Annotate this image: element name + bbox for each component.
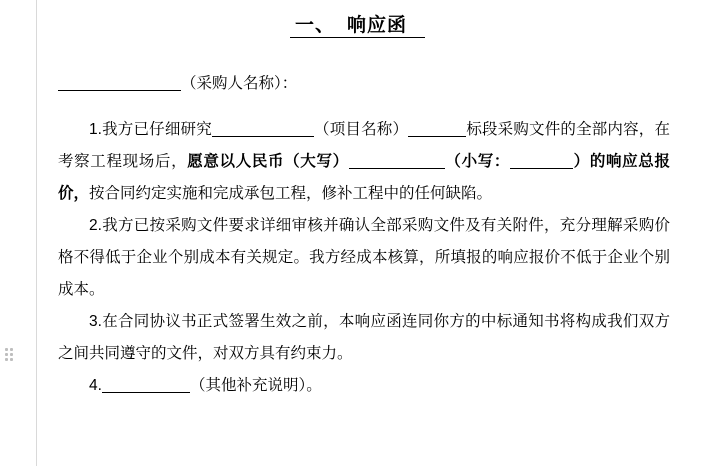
- addressee-label: （采购人名称）：: [181, 75, 298, 92]
- addressee-line: [58, 68, 670, 100]
- drag-handle-icon[interactable]: [5, 348, 14, 364]
- title-number: 一、: [294, 15, 335, 36]
- paragraph-2: [58, 210, 670, 306]
- left-margin-guide: [36, 0, 37, 466]
- paragraph-3-number: 3.: [89, 313, 102, 330]
- paragraph-1-text-b: （项目名称）: [313, 121, 409, 138]
- paragraph-1-bold-b: （小写：: [444, 153, 511, 170]
- paragraph-3: [58, 306, 670, 370]
- paragraph-1: [58, 114, 670, 210]
- project-name-blank[interactable]: [212, 119, 314, 137]
- paragraph-4-text: （其他补充说明）。: [189, 377, 322, 394]
- other-note-blank[interactable]: [102, 375, 190, 393]
- paragraph-1-bold-a: 愿意以人民币（大写）: [187, 153, 349, 170]
- paragraph-1-number: 1.: [89, 121, 102, 138]
- paragraph-1-text-d: 按合同约定实施和完成承包工程，修补工程中的任何缺陷。: [89, 185, 493, 202]
- title-underline: [290, 37, 425, 38]
- paragraph-1-text-c: 标段采购文件的全部内容，在考察工程现场后，: [58, 121, 670, 170]
- title-text: 响应函: [347, 15, 408, 36]
- amount-upper-blank[interactable]: [349, 151, 445, 169]
- paragraph-2-number: 2.: [89, 217, 102, 234]
- page-title: [0, 10, 702, 37]
- paragraph-4: [58, 370, 670, 402]
- paragraph-4-number: 4.: [89, 377, 102, 394]
- section-blank[interactable]: [408, 119, 466, 137]
- document-body: [58, 68, 670, 402]
- purchaser-name-blank[interactable]: [58, 73, 181, 91]
- paragraph-2-text: 我方已按采购文件要求详细审核并确认全部采购文件及有关附件，充分理解采购价格不得低于企业个别成本有关规定。我方经成本核算，所填报的响应报价不低于企业个别成本。: [58, 217, 670, 298]
- paragraph-3-text: 在合同协议书正式签署生效之前，本响应函连同你方的中标通知书将构成我们双方之间共同遵守的文件，对双方具有约束力。: [58, 313, 670, 362]
- amount-lower-blank[interactable]: [510, 151, 573, 169]
- paragraph-1-bold-c: ）的响应总报价，: [58, 153, 670, 202]
- paragraph-1-text-a: 我方已仔细研究: [101, 121, 212, 138]
